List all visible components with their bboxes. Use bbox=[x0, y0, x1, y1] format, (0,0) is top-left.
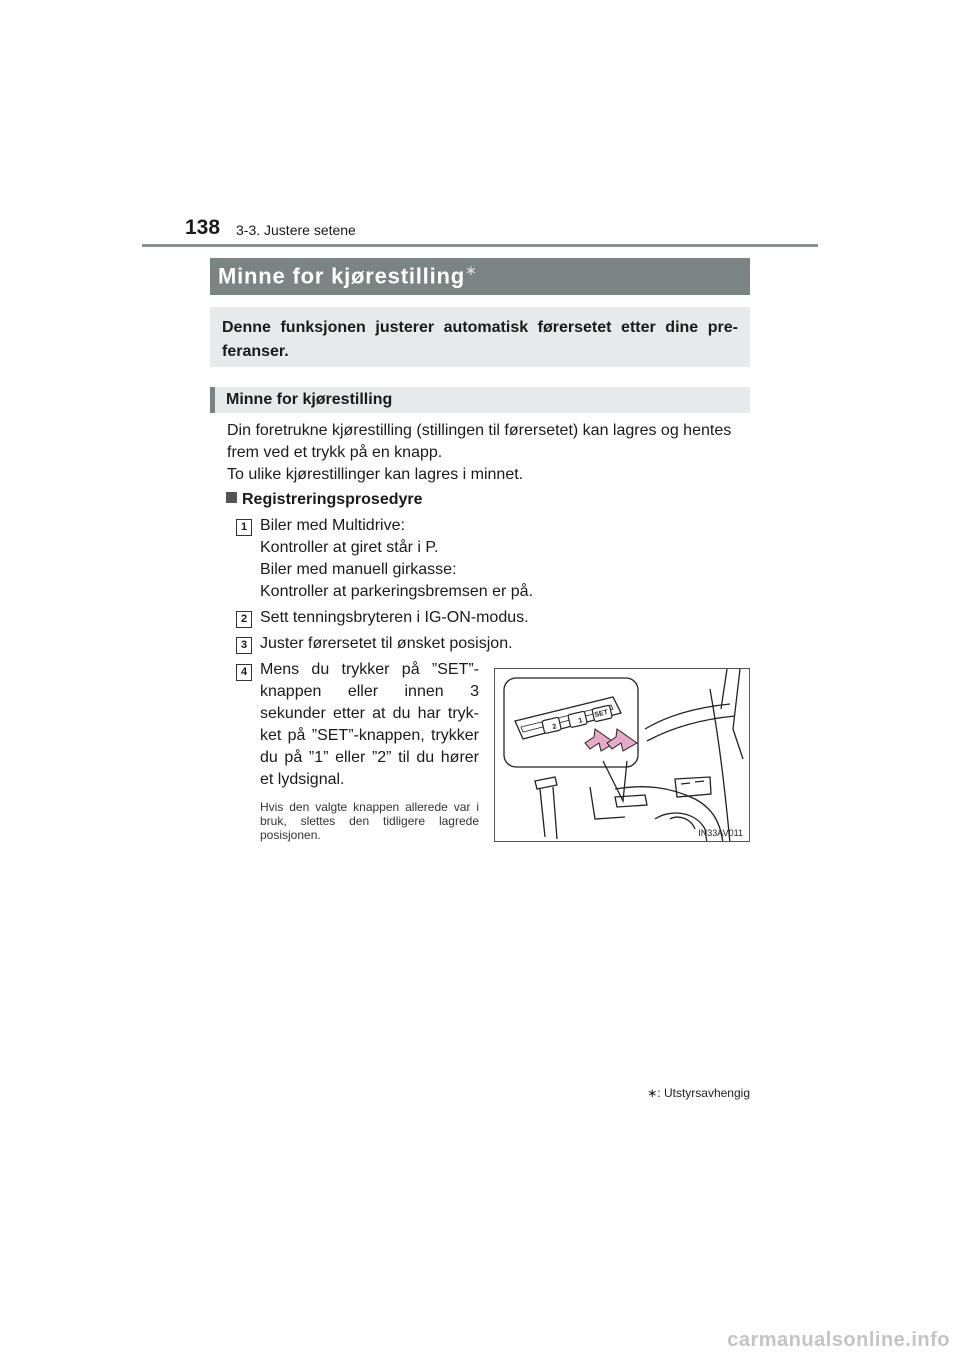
door-panel-drawing bbox=[495, 669, 750, 842]
press-arrow-icon bbox=[607, 729, 637, 751]
step-number-1: 1 bbox=[236, 519, 252, 536]
body-text bbox=[227, 420, 752, 486]
watermark: carmanualsonline.info bbox=[727, 1329, 950, 1351]
page-title: Minne for kjørestilling∗ bbox=[218, 262, 478, 289]
step-number-3: 3 bbox=[236, 637, 252, 654]
step-4-text: Mens du trykker på ”SET”-knappen eller innen 3 sekunder etter at du har tryk-ket på ”SET”-knappen, trykker du på ”1” eller ”2” til du hører et lydsignal. bbox=[260, 661, 479, 788]
section-label: 3-3. Justere setene bbox=[236, 222, 356, 238]
step-2-text bbox=[260, 607, 529, 629]
step-1-line: Biler med Multidrive: bbox=[260, 517, 405, 534]
subheading-bar bbox=[210, 387, 750, 413]
step-number-2: 2 bbox=[236, 611, 252, 628]
step-3-text bbox=[260, 633, 513, 655]
seat-memory-illustration bbox=[494, 668, 750, 842]
figure-code: IN33AV011 bbox=[698, 828, 743, 838]
button-label-set: SET bbox=[593, 709, 609, 719]
page-number: 138 bbox=[185, 216, 221, 239]
footnote-asterisk: ∗ bbox=[647, 1086, 658, 1100]
intro-text: Denne funksjonen justerer automatisk førersetet etter dine pre-feranser. bbox=[222, 319, 738, 360]
subheading: Minne for kjørestilling bbox=[226, 391, 393, 408]
step-number-4: 4 bbox=[236, 664, 252, 681]
square-bullet-icon bbox=[226, 492, 237, 503]
procedure-heading: Registreringsprosedyre bbox=[226, 491, 423, 509]
step-3-line: Juster førersetet til ønsket posisjon. bbox=[260, 635, 513, 652]
step-1-line: Kontroller at parkeringsbremsen er på. bbox=[260, 583, 534, 600]
step-1-line: Kontroller at giret står i P. bbox=[260, 539, 439, 556]
step-1-text bbox=[260, 515, 533, 603]
title-asterisk: ∗ bbox=[464, 262, 478, 278]
body-line-2: To ulike kjørestillinger kan lagres i minnet. bbox=[227, 466, 524, 483]
step-2-line: Sett tenningsbryteren i IG-ON-modus. bbox=[260, 609, 529, 626]
intro-box bbox=[210, 307, 750, 367]
body-line-1: Din foretrukne kjørestilling (stillingen til førersetet) kan lagres og hentes frem ved et trykk på en knapp. bbox=[227, 422, 732, 461]
title-bar bbox=[210, 258, 750, 295]
header-rule bbox=[142, 244, 818, 247]
footnote-text: : Utstyrsavhengig bbox=[657, 1086, 750, 1100]
footnote bbox=[647, 1086, 750, 1100]
button-label-2: 2 bbox=[551, 723, 558, 731]
step-1-line: Biler med manuell girkasse: bbox=[260, 561, 457, 578]
step-4-note: Hvis den valgte knappen allerede var i bruk, slettes den tidligere lagrede posisjonen. bbox=[260, 800, 479, 842]
button-label-1: 1 bbox=[577, 717, 584, 725]
